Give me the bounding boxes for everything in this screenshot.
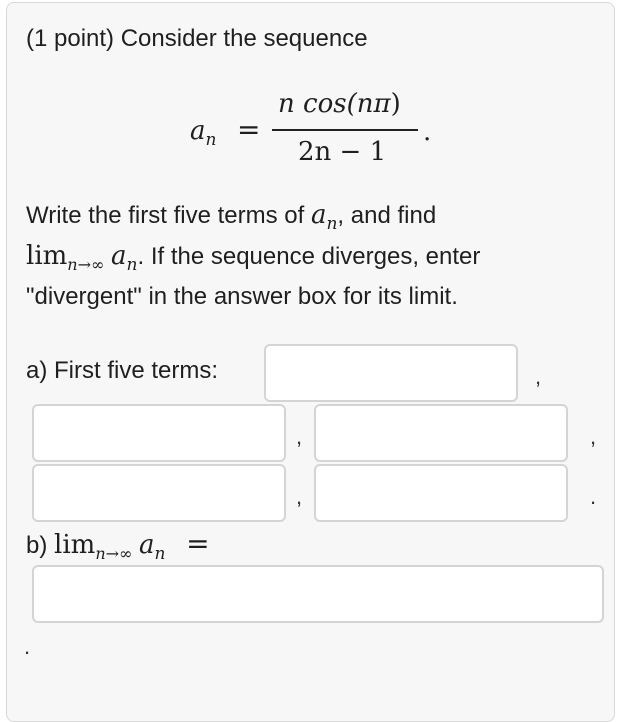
instructions-line-2: $\lim_{n\to\infty} a_n$. If the sequence diverges, enter: [26, 241, 481, 275]
instructions-line-3: "divergent" in the answer box for its limit.: [26, 283, 458, 310]
formula-period: .: [423, 117, 432, 147]
term-3-input[interactable]: [314, 404, 568, 462]
part-a-label: a) First five terms:: [26, 357, 219, 384]
fraction-bar: [272, 129, 418, 131]
formula-denominator: 2n − 1: [298, 137, 387, 167]
comma: ,: [296, 424, 303, 449]
comma: ,: [535, 364, 542, 389]
comma: ,: [590, 424, 597, 449]
trailing-period: .: [24, 634, 31, 659]
part-b-label: b) $\lim_{n\to\infty} a_n$ =: [26, 527, 210, 564]
formula-lhs: $a_n$: [190, 116, 217, 151]
term-5-input[interactable]: [314, 464, 568, 522]
period: .: [590, 484, 597, 509]
formula-numerator: n cos(nπ): [278, 89, 401, 119]
term-2-input[interactable]: [32, 404, 286, 462]
term-4-input[interactable]: [32, 464, 286, 522]
problem-title: (1 point) Consider the sequence: [26, 25, 368, 52]
instructions-line-1: Write the first five terms of $a_n$, and find: [26, 200, 437, 234]
comma: ,: [296, 484, 303, 509]
formula-equals: =: [237, 113, 261, 146]
term-1-input[interactable]: [264, 344, 518, 402]
limit-input[interactable]: [32, 565, 604, 623]
